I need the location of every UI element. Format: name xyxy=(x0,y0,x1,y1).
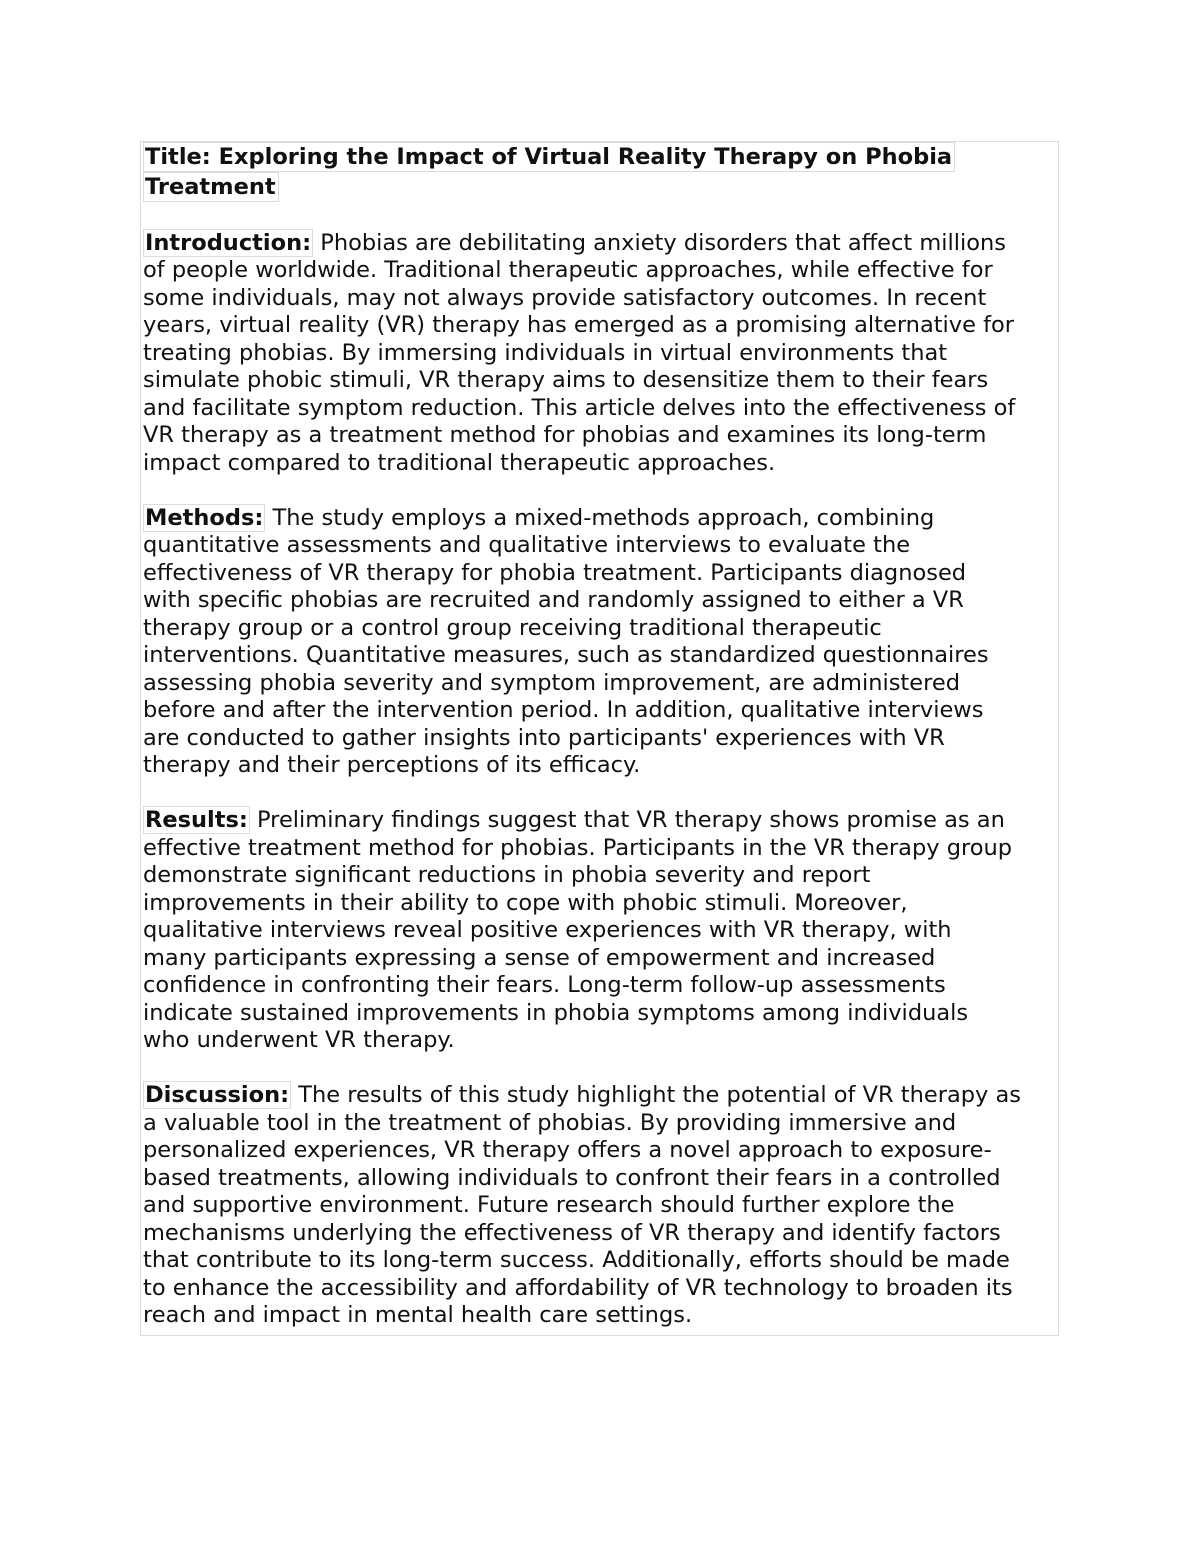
section-discussion xyxy=(143,1082,1058,1330)
paragraph-line: demonstrate significant reductions in phobia severity and report xyxy=(143,862,871,888)
section-heading: Discussion: xyxy=(145,1082,290,1108)
paragraph-line: and facilitate symptom reduction. This article delves into the effectiveness of xyxy=(143,394,1016,421)
paragraph-line: to enhance the accessibility and affordability of VR technology to broaden its xyxy=(143,1274,1013,1301)
paragraph-line: some individuals, may not always provide satisfactory outcomes. In recent xyxy=(143,284,987,311)
title-line-1: Title: Exploring the Impact of Virtual Reality Therapy on Phobia xyxy=(143,142,955,172)
paragraph-line: before and after the intervention period. In addition, qualitative interviews xyxy=(143,697,984,723)
paragraph-line: who underwent VR therapy. xyxy=(143,1027,455,1053)
paragraph-line: effectiveness of VR therapy for phobia treatment. Participants diagnosed xyxy=(143,559,967,586)
document-body xyxy=(140,141,1059,1336)
section-results xyxy=(143,807,1058,1055)
paragraph-line: Preliminary findings suggest that VR therapy shows promise as an xyxy=(249,807,1005,833)
paragraph-line: interventions. Quantitative measures, such as standardized questionnaires xyxy=(143,642,989,668)
paragraph-line: simulate phobic stimuli, VR therapy aims to desensitize them to their fears xyxy=(143,367,989,393)
paragraph-line: impact compared to traditional therapeutic approaches. xyxy=(143,449,776,476)
paragraph-line: based treatments, allowing individuals to confront their fears in a controlled xyxy=(143,1164,1001,1191)
section-introduction xyxy=(143,230,1058,478)
paragraph-line: are conducted to gather insights into participants' experiences with VR xyxy=(143,724,945,751)
paragraph-line: therapy and their perceptions of its efficacy. xyxy=(143,752,641,778)
paragraph-line: improvements in their ability to cope with phobic stimuli. Moreover, xyxy=(143,889,908,916)
paragraph-line: with specific phobias are recruited and randomly assigned to either a VR xyxy=(143,587,964,613)
spacer xyxy=(143,780,1058,808)
document-title xyxy=(143,142,1058,202)
paragraph-line: Phobias are debilitating anxiety disorders that affect millions xyxy=(313,229,1006,256)
paragraph-line: mechanisms underlying the effectiveness of VR therapy and identify factors xyxy=(143,1219,1001,1246)
section-methods xyxy=(143,505,1058,780)
paragraph-line: that contribute to its long-term success. Additionally, efforts should be made xyxy=(143,1247,1010,1273)
paragraph-line: therapy group or a control group receiving traditional therapeutic xyxy=(143,614,882,641)
spacer xyxy=(143,1055,1058,1083)
paragraph-line: qualitative interviews reveal positive experiences with VR therapy, with xyxy=(143,917,952,943)
paragraph-line: confidence in confronting their fears. Long-term follow-up assessments xyxy=(143,972,946,998)
paragraph-line: The results of this study highlight the potential of VR therapy as xyxy=(291,1082,1022,1108)
paragraph-line: many participants expressing a sense of empowerment and increased xyxy=(143,944,936,971)
paragraph-line: The study employs a mixed-methods approach, combining xyxy=(265,504,935,531)
paragraph-line: of people worldwide. Traditional therapeutic approaches, while effective for xyxy=(143,257,993,283)
paragraph-line: personalized experiences, VR therapy offers a novel approach to exposure- xyxy=(143,1137,992,1163)
spacer xyxy=(143,477,1058,505)
section-heading: Introduction: xyxy=(145,229,312,256)
paragraph-line: reach and impact in mental health care settings. xyxy=(143,1302,693,1328)
spacer xyxy=(143,202,1058,230)
paragraph-line: treating phobias. By immersing individuals in virtual environments that xyxy=(143,339,948,366)
paragraph-line: effective treatment method for phobias. Participants in the VR therapy group xyxy=(143,834,1013,861)
paragraph-line: and supportive environment. Future research should further explore the xyxy=(143,1192,955,1218)
section-heading: Results: xyxy=(145,807,248,833)
paragraph-line: assessing phobia severity and symptom improvement, are administered xyxy=(143,669,960,696)
section-heading: Methods: xyxy=(145,504,264,531)
title-line-2: Treatment xyxy=(143,172,279,202)
paragraph-line: VR therapy as a treatment method for phobias and examines its long-term xyxy=(143,422,987,448)
paragraph-line: years, virtual reality (VR) therapy has emerged as a promising alternative for xyxy=(143,312,1015,338)
paragraph-line: quantitative assessments and qualitative interviews to evaluate the xyxy=(143,532,911,558)
paragraph-line: indicate sustained improvements in phobia symptoms among individuals xyxy=(143,999,969,1026)
paragraph-line: a valuable tool in the treatment of phobias. By providing immersive and xyxy=(143,1109,957,1136)
